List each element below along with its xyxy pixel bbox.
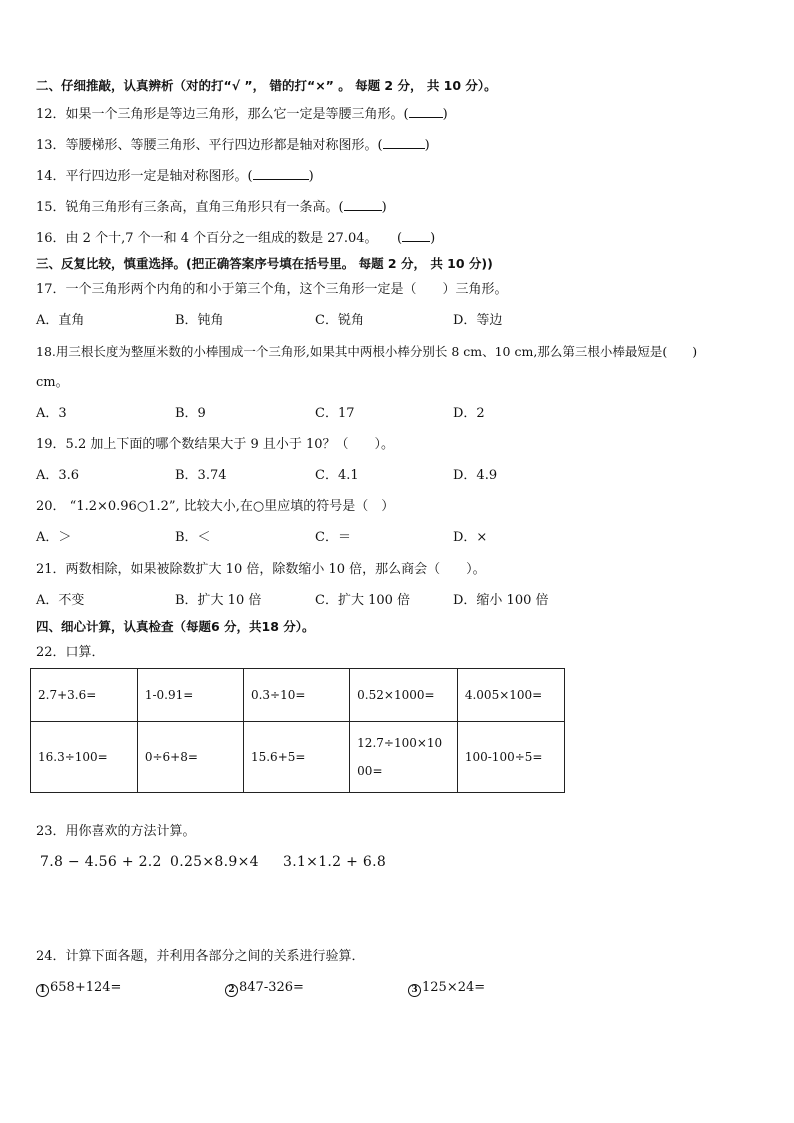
q24-expression: 125×24= [422, 980, 486, 995]
question-24: 24．计算下面各题，并利用各部分之间的关系进行验算． [36, 949, 365, 964]
question-14 [36, 166, 314, 186]
table-row [31, 669, 565, 722]
question-18-stem: 18.用三根长度为整厘米数的小棒围成一个三角形,如果其中两根小棒分别长 8 cm、10 cm,那么第三根小棒最短是( ) [36, 344, 698, 359]
paren-close: ) [442, 107, 448, 122]
q19-option-d[interactable]: D．4.9 [453, 468, 498, 483]
question-18-stem-cont: cm。 [36, 375, 69, 390]
section-3-title: 三、反复比较，慎重选择。(把正确答案序号填在括号里。 每题 2 分， 共 10 分)) [36, 256, 493, 271]
q19-option-c[interactable]: C．4.1 [315, 468, 359, 483]
question-16 [36, 228, 435, 248]
question-15-text: 15．锐角三角形有三条高，直角三角形只有一条高。( [36, 200, 344, 215]
q24-expression: 847-326= [239, 980, 304, 995]
table-cell[interactable]: 100-100÷5= [457, 722, 564, 793]
oral-calc-table [30, 668, 565, 793]
table-row [31, 722, 565, 793]
table-cell[interactable]: 0.52×1000= [350, 669, 458, 722]
table-cell[interactable]: 15.6+5= [243, 722, 349, 793]
question-14-text: 14．平行四边形一定是轴对称图形。( [36, 169, 253, 184]
answer-blank[interactable] [253, 166, 309, 180]
q21-option-c[interactable]: C．扩大 100 倍 [315, 593, 411, 608]
question-21-stem: 21．两数相除，如果被除数扩大 10 倍，除数缩小 10 倍，那么商会（ ）。 [36, 562, 486, 577]
answer-blank[interactable] [409, 104, 443, 118]
table-cell[interactable]: 16.3÷100= [31, 722, 138, 793]
question-22: 22．口算． [36, 645, 105, 660]
table-cell[interactable]: 0.3÷10= [243, 669, 349, 722]
circled-number: 1 [36, 984, 49, 997]
table-cell[interactable]: 2.7+3.6= [31, 669, 138, 722]
question-12 [36, 104, 448, 124]
question-20-stem: 20． “1.2×0.96○1.2”, 比较大小,在○里应填的符号是（ ） [36, 499, 395, 514]
q21-option-a[interactable]: A．不变 [36, 593, 85, 608]
question-13-text: 13．等腰梯形、等腰三角形、平行四边形都是轴对称图形。( [36, 138, 383, 153]
circled-number: 3 [408, 984, 421, 997]
q18-option-d[interactable]: D．2 [453, 406, 485, 421]
q18-option-a[interactable]: A．3 [36, 406, 67, 421]
q19-option-b[interactable]: B．3.74 [175, 468, 227, 483]
answer-blank[interactable] [402, 228, 430, 242]
q17-option-b[interactable]: B．钝角 [175, 313, 224, 328]
q19-option-a[interactable]: A．3.6 [36, 468, 80, 483]
table-cell[interactable]: 0÷6+8= [137, 722, 243, 793]
section-4-title: 四、细心计算，认真检查（每题6 分，共18 分）。 [36, 619, 315, 634]
table-cell[interactable] [350, 722, 458, 793]
q20-option-a[interactable]: A．＞ [36, 530, 72, 545]
q17-option-a[interactable]: A．直角 [36, 313, 85, 328]
q20-option-d[interactable]: D．× [453, 530, 488, 545]
paren-close: ) [430, 231, 436, 246]
question-12-text: 12．如果一个三角形是等边三角形，那么它一定是等腰三角形。( [36, 107, 409, 122]
q24-item-3 [408, 980, 485, 997]
q18-option-b[interactable]: B．9 [175, 406, 206, 421]
table-cell[interactable]: 1-0.91= [137, 669, 243, 722]
table-cell[interactable]: 4.005×100= [457, 669, 564, 722]
q23-expression-3: 3.1×1.2 + 6.8 [283, 854, 387, 870]
q24-expression: 658+124= [50, 980, 122, 995]
question-17-stem: 17．一个三角形两个内角的和小于第三个角，这个三角形一定是（ ）三角形。 [36, 282, 508, 297]
q23-expression-1: 7.8 − 4.56 + 2.2 [40, 854, 162, 870]
question-23: 23．用你喜欢的方法计算。 [36, 824, 196, 839]
question-13 [36, 135, 430, 155]
q21-option-b[interactable]: B．扩大 10 倍 [175, 593, 262, 608]
q24-item-2 [225, 980, 304, 997]
q23-expression-2: 0.25×8.9×4 [170, 854, 259, 870]
answer-blank[interactable] [383, 135, 425, 149]
q17-option-c[interactable]: C．锐角 [315, 313, 364, 328]
q24-item-1 [36, 980, 121, 997]
circled-number: 2 [225, 984, 238, 997]
paren-close: ) [381, 200, 387, 215]
answer-blank[interactable] [344, 197, 382, 211]
q20-option-c[interactable]: C．＝ [315, 530, 351, 545]
table-cell-text: 12.7÷100×1000= [357, 736, 443, 778]
q17-option-d[interactable]: D．等边 [453, 313, 503, 328]
q20-option-b[interactable]: B．＜ [175, 530, 211, 545]
question-15 [36, 197, 387, 217]
question-16-text: 16．由 2 个十,7 个一和 4 个百分之一组成的数是 27.04。 ( [36, 231, 403, 246]
q21-option-d[interactable]: D．缩小 100 倍 [453, 593, 549, 608]
paren-close: ) [424, 138, 430, 153]
q18-option-c[interactable]: C．17 [315, 406, 355, 421]
question-19-stem: 19．5.2 加上下面的哪个数结果大于 9 且小于 10？（ ）。 [36, 437, 395, 452]
paren-close: ) [308, 169, 314, 184]
section-2-title: 二、仔细推敲，认真辨析（对的打“√ ”， 错的打“×” 。 每题 2 分， 共 10 分）。 [36, 78, 497, 93]
